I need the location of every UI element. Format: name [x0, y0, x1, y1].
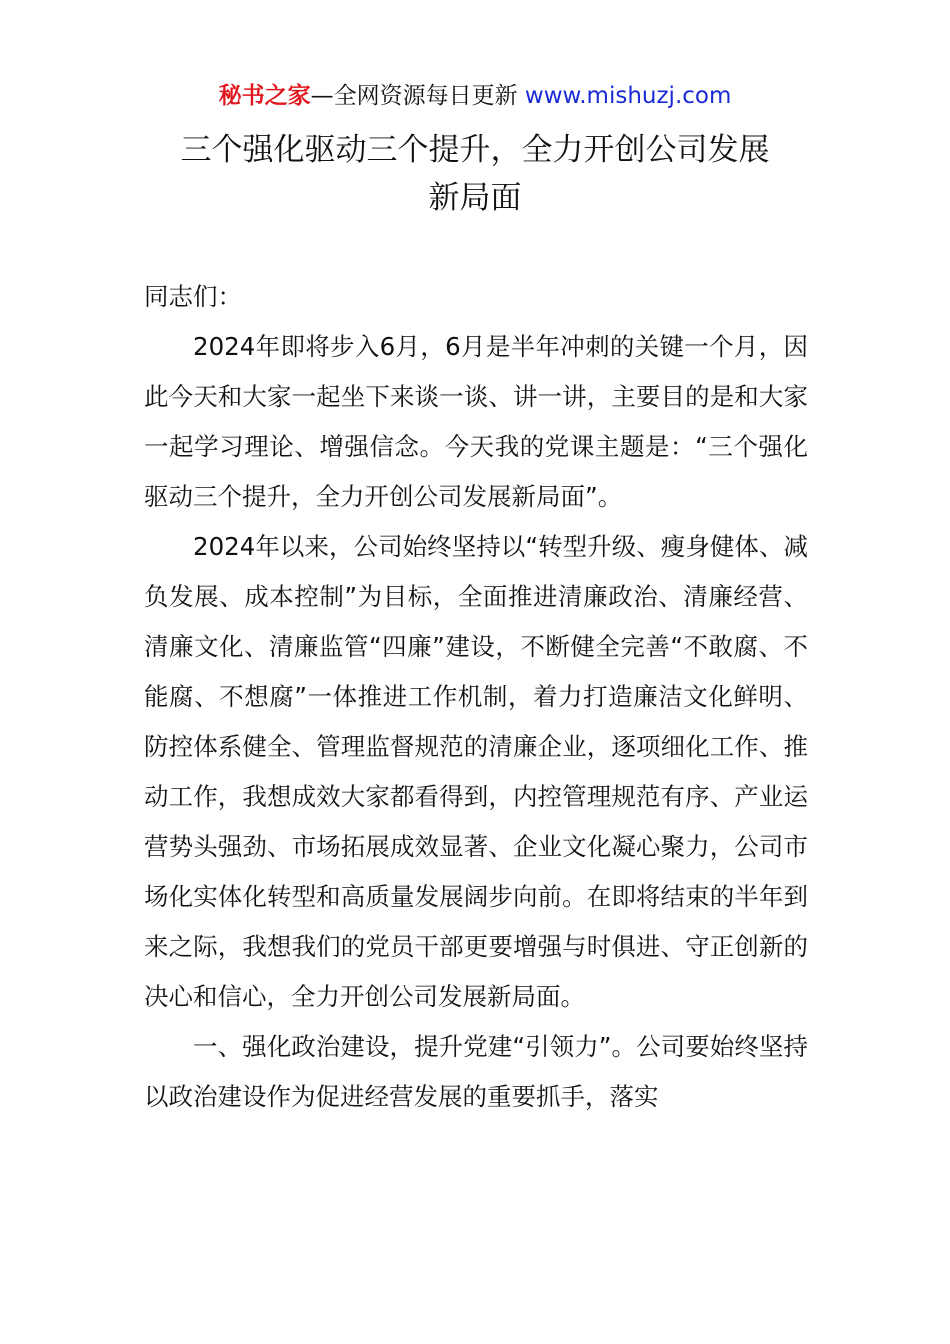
site-header [0, 80, 950, 112]
salutation: 同志们： [144, 282, 242, 311]
header-tagline: —全网资源每日更新 [310, 83, 518, 109]
site-url-link[interactable]: www.mishuzj.com [524, 83, 732, 109]
paragraph-2: 2024年以来，公司始终坚持以“转型升级、瘦身健体、减负发展、成本控制”为目标，全面推进清廉政治、清廉经营、清廉文化、清廉监管“四廉”建设，不断健全完善“不敢腐、不能腐、不想腐”一体推进工作机制，着力打造廉洁文化鲜明、防控体系健全、管理监督规范的清廉企业，逐项细化工作、推动工作，我想成效大家都看得到，内控管理规范有序、产业运营势头强劲、市场拓展成效显著、企业文化凝心聚力，公司市场化实体化转型和高质量发展阔步向前。在即将结束的半年到来之际，我想我们的党员干部更要增强与时俱进、守正创新的决心和信心，全力开创公司发展新局面。 [144, 532, 808, 1011]
brand-name: 秘书之家 [218, 83, 311, 109]
document-title [150, 126, 800, 222]
paragraph-3: 一、强化政治建设，提升党建“引领力”。公司要始终坚持以政治建设作为促进经营发展的重要抓手，落实 [144, 1032, 808, 1111]
title-line-1: 三个强化驱动三个提升，全力开创公司发展 [180, 132, 770, 168]
title-line-2: 新局面 [428, 180, 522, 216]
document-body [144, 272, 808, 1122]
paragraph-1: 2024年即将步入6月，6月是半年冲刺的关键一个月，因此今天和大家一起坐下来谈一谈、讲一讲，主要目的是和大家一起学习理论、增强信念。今天我的党课主题是：“三个强化驱动三个提升，全力开创公司发展新局面”。 [144, 332, 808, 511]
